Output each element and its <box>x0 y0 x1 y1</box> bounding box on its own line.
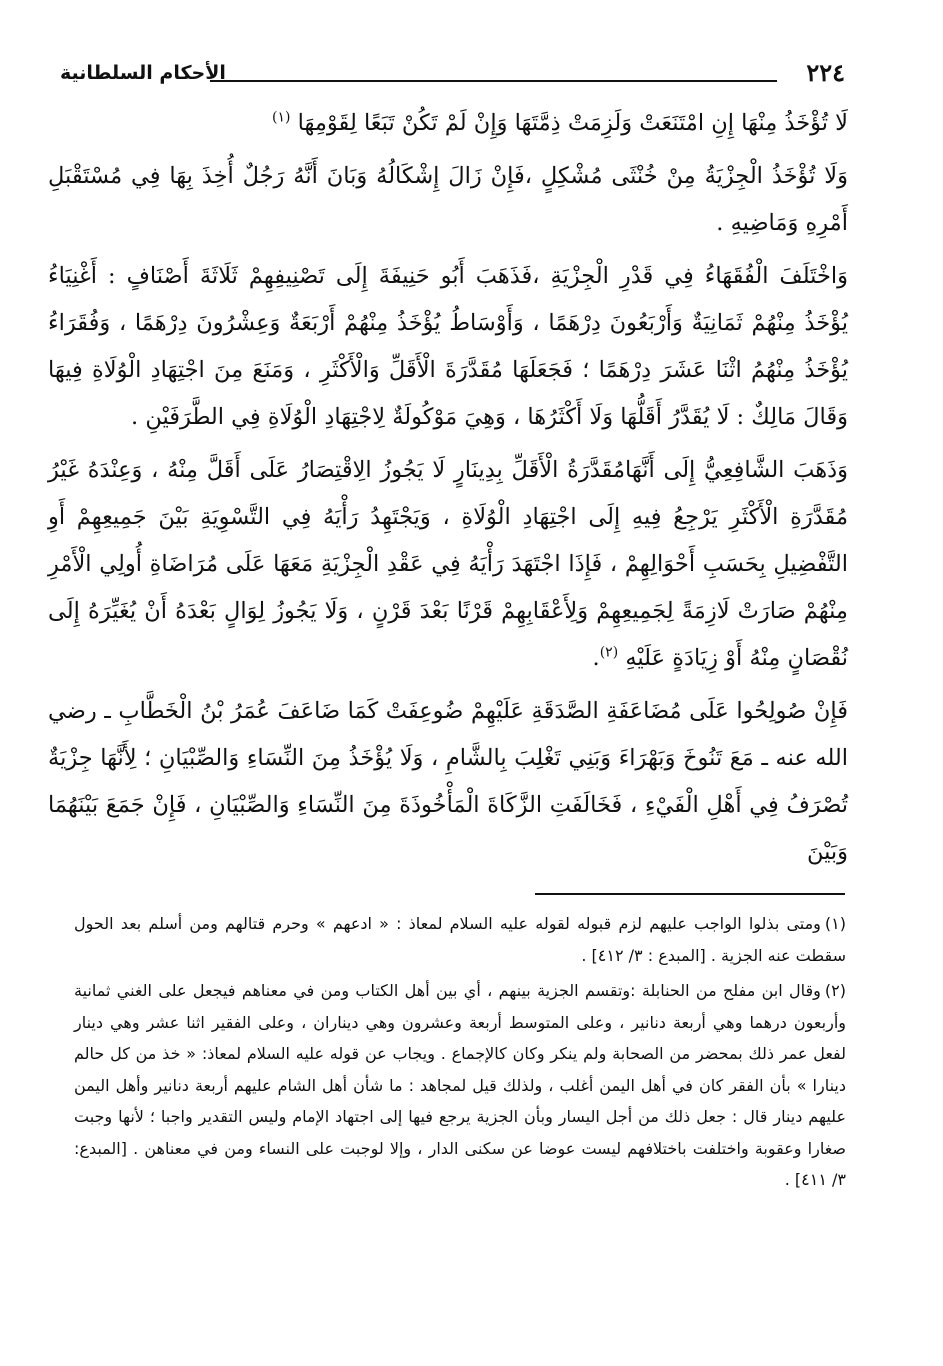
paragraph-3: وَاخْتَلَفَ الْفُقَهَاءُ فِي قَدْرِ الْجِزْيَةِ ،فَذَهَبَ أَبُو حَنِيفَةَ إِلَى تَصْنِيفِهِمْ ثَلَاثَةَ أَصْنَافٍ : أَغْنِيَاءُ يُؤْخَذُ مِنْهُمْ ثَمَانِيَةٌ وَأَرْبَعُونَ دِرْهَمًا ، وَأَوْسَاطُ يُؤْخَذُ مِنْهُمْ أَرْبَعَةٌ وَعِشْرُونَ دِرْهَمًا ، وَفُقَرَاءُ يُؤْخَذُ مِنْهُمُ اثْنَا عَشَرَ دِرْهَمًا ؛ فَجَعَلَهَا مُقَدَّرَةَ الْأَقَلِّ وَالْأَكْثَرِ ، وَمَنَعَ مِنَ اجْتِهَادِ الْوُلَاةِ فِيهَا وَقَالَ مَالِكٌ : لَا يُقَدَّرُ أَقَلُّهَا وَلَا أَكْثَرُهَا ، وَهِيَ مَوْكُولَةٌ لِاجْتِهَادِ الْوُلَاةِ فِي الطَّرَفَيْنِ . <box>48 263 848 430</box>
running-title: الأحكام السلطانية <box>60 62 226 84</box>
footnote-1-text: ومتى بذلوا الواجب عليهم لزم قبوله لقوله عليه السلام لمعاذ : « ادعهم » وحرم قتالهم ومن أسلم بعد الحول سقطت عنه الجزية . [المبدع : ٣/ ٤١٢] . <box>74 914 846 965</box>
footnote-ref-1: (١) <box>272 109 291 126</box>
footnote-1-number: (١) <box>824 914 846 933</box>
main-text <box>48 100 848 882</box>
header-rule <box>210 80 777 82</box>
footnotes <box>74 908 846 1200</box>
footnote-1 <box>74 908 846 971</box>
paragraph-1-text: لَا تُؤْخَذُ مِنْهَا إِنِ امْتَنَعَتْ وَلَزِمَتْ ذِمَّتَهَا وَإِنْ لَمْ تَكُنْ تَبَعًا لِقَوْمِهَا <box>297 110 848 136</box>
paragraph-5: فَإِنْ صُولِحُوا عَلَى مُضَاعَفَةِ الصَّدَقَةِ عَلَيْهِمْ ضُوعِفَتْ كَمَا ضَاعَفَ عُمَرُ بْنُ الْخَطَّابِ ـ رضي الله عنه ـ مَعَ تَنُوخَ وَبَهْرَاءَ وَبَنِي تَغْلِبَ بِالشَّامِ ، وَلَا يُؤْخَذُ مِنَ النِّسَاءِ وَالصِّبْيَانِ ؛ لِأَنَّهَا جِزْيَةٌ تُصْرَفُ فِي أَهْلِ الْفَيْءِ ، فَخَالَفَتِ الزَّكَاةَ الْمَأْخُوذَةَ مِنَ النِّسَاءِ وَالصِّبْيَانِ ، فَإِنْ جَمَعَ بَيْنَهُمَا وَبَيْنَ <box>48 698 848 865</box>
paragraph-2: وَلَا تُؤْخَذُ الْجِزْيَةُ مِنْ خُنْثَى مُشْكِلٍ ،فَإِنْ زَالَ إِشْكَالُهُ وَبَانَ أَنَّهُ رَجُلٌ أُخِذَ بِهَا فِي مُسْتَقْبَلِ أَمْرِهِ وَمَاضِيهِ . <box>48 163 848 236</box>
footnote-2 <box>74 975 846 1196</box>
footnote-2-number: (٢) <box>824 981 846 1000</box>
page-number: ٢٢٤ <box>806 58 845 87</box>
paragraph-1 <box>48 100 848 147</box>
page-header <box>60 58 845 94</box>
footnote-2-text: وقال ابن مفلح من الحنابلة :وتقسم الجزية بينهم ، أي بين أهل الكتاب ومن في معناهم فيجعل على الغني ثمانية وأربعون درهما وهي أربعة دنانير ، وعلى المتوسط أربعة وعشرون وهي ديناران ، وعلى الفقير اثنا عشر وهي دينار لفعل عمر ذلك بمحضر من الصحابة ولم ينكر وكان كالإجماع . ويجاب عن قوله عليه السلام لمعاذ: « خذ من كل حالم دينارا » بأن الفقر كان في أهل اليمن أغلب ، ولذلك قيل لمجاهد : ما شأن أهل الشام عليهم أربعة دنانير وأهل اليمن عليهم دينار قال : جعل ذلك من أجل اليسار وبأن الجزية يرجع فيها إلى اجتهاد الإمام وليس التقدير واجبا ؛ لأنها وجبت صغارا وعقوبة واختلفت باختلافهم ليست عوضا عن سكنى الدار ، وإلا لوجبت على النساء ومن في معناهن . [المبدع: ٣/ ٤١١] . <box>74 981 846 1189</box>
paragraph-4-text: وَذَهَبَ الشَّافِعِيُّ إِلَى أَنَّهَامُقَدَّرَةُ الْأَقَلِّ بِدِينَارٍ لَا يَجُوزُ الِاقْتِصَارُ عَلَى أَقَلَّ مِنْهُ ، وَعِنْدَهُ غَيْرُ مُقَدَّرَةِ الْأَكْثَرِ يَرْجِعُ فِيهِ إِلَى اجْتِهَادِ الْوُلَاةِ ، وَيَجْتَهِدُ رَأْيَهُ فِي التَّسْوِيَةِ بَيْنَ جَمِيعِهِمْ أَوِ التَّفْضِيلِ بِحَسَبِ أَحْوَالِهِمْ ، فَإِذَا اجْتَهَدَ رَأْيَهُ فِي عَقْدِ الْجِزْيَةِ مَعَهَا عَلَى مُرَاضَاةِ أُولِي الْأَمْرِ مِنْهُمْ صَارَتْ لَازِمَةً لِجَمِيعِهِمْ وَلِأَعْقَابِهِمْ قَرْنًا بَعْدَ قَرْنٍ ، وَلَا يَجُوزُ لِوَالٍ بَعْدَهُ أَنْ يُغَيِّرَهُ إِلَى نُقْصَانٍ مِنْهُ أَوْ زِيَادَةٍ عَلَيْهِ <box>48 457 848 671</box>
paragraph-4: وَذَهَبَ الشَّافِعِيُّ إِلَى أَنَّهَامُقَدَّرَةُ الْأَقَلِّ بِدِينَارٍ لَا يَجُوزُ الِاقْتِصَارُ عَلَى أَقَلَّ مِنْهُ ، وَعِنْدَهُ غَيْرُ مُقَدَّرَةِ الْأَكْثَرِ يَرْجِعُ فِيهِ إِلَى اجْتِهَادِ الْوُلَاةِ ، وَيَجْتَهِدُ رَأْيَهُ فِي التَّسْوِيَةِ بَيْنَ جَمِيعِهِمْ أَوِ التَّفْضِيلِ بِحَسَبِ أَحْوَالِهِمْ ، فَإِذَا اجْتَهَدَ رَأْيَهُ فِي عَقْدِ الْجِزْيَةِ مَعَهَا عَلَى مُرَاضَاةِ أُولِي الْأَمْرِ مِنْهُمْ صَارَتْ لَازِمَةً لِجَمِيعِهِمْ وَلِأَعْقَابِهِمْ قَرْنًا بَعْدَ قَرْنٍ ، وَلَا يَجُوزُ لِوَالٍ بَعْدَهُ أَنْ يُغَيِّرَهُ إِلَى نُقْصَانٍ مِنْهُ أَوْ زِيَادَةٍ عَلَيْهِ $^{(٢)}$. <box>48 457 848 671</box>
footnote-separator <box>535 893 845 895</box>
footnote-ref-2: (٢) <box>599 644 619 661</box>
